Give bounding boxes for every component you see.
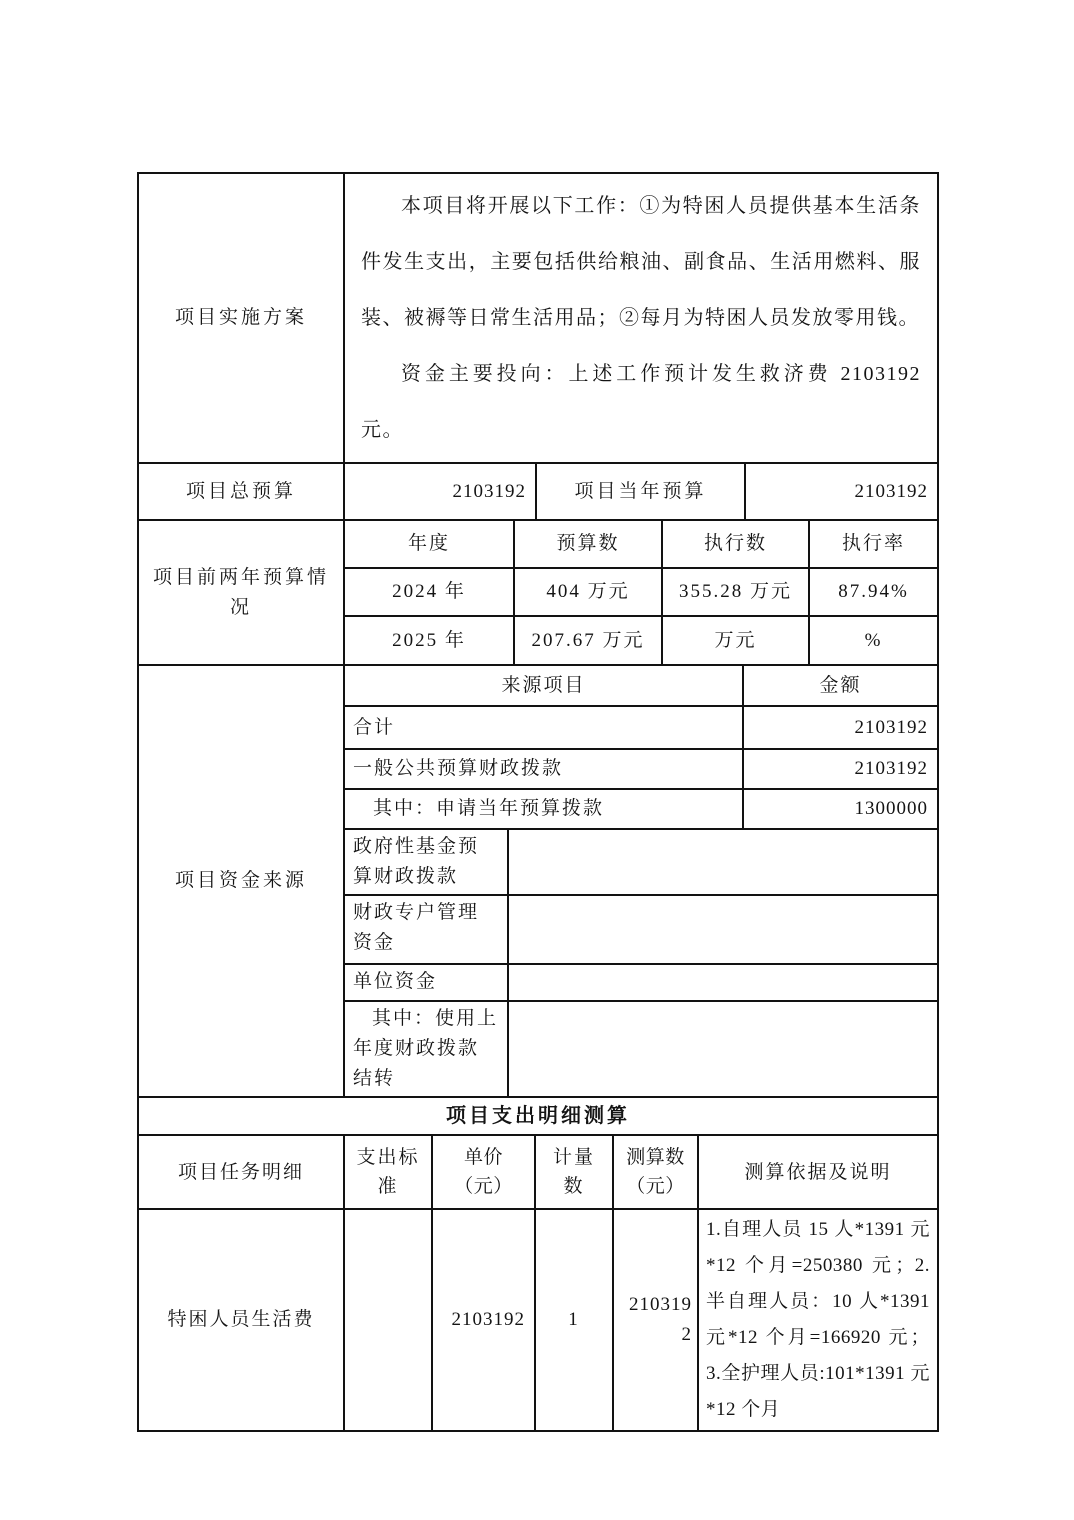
executed-2025: 万元	[662, 616, 809, 665]
funding-label: 项目资金来源	[138, 665, 344, 1097]
detail-task: 特困人员生活费	[138, 1209, 344, 1431]
funding-unit-fund-amount	[508, 964, 938, 1001]
funding-current-year-request-amount: 1300000	[743, 789, 938, 829]
funding-carryover-name: 其中：使用上年度财政拨款结转	[344, 1001, 508, 1097]
detail-quantity: 1	[535, 1209, 613, 1431]
detail-basis: 1.自理人员 15 人*1391 元*12 个月=250380 元；2.半自理人员：10 人*1391 元*12 个月=166920 元；3.全护理人员:101*1391 元*12 个月	[698, 1209, 938, 1431]
budget-document-table	[137, 172, 937, 1432]
funding-total-amount: 2103192	[743, 706, 938, 749]
implementation-content	[344, 173, 938, 463]
funding-unit-fund-name: 单位资金	[344, 964, 508, 1001]
section-implementation	[137, 172, 939, 464]
executed-2024: 355.28 万元	[662, 568, 809, 616]
detail-col-basis: 测算依据及说明	[698, 1135, 938, 1209]
year-2024: 2024 年	[344, 568, 514, 616]
prior-years-col-budget: 预算数	[514, 520, 662, 568]
section-prior-years	[137, 519, 939, 666]
detail-estimate: 2103192	[613, 1209, 698, 1431]
implementation-paragraph-2: 资金主要投向：上述工作预计发生救济费 2103192 元。	[361, 363, 921, 441]
section-funding	[137, 664, 939, 1098]
detail-col-quantity: 计量数	[535, 1135, 613, 1209]
section-detail	[137, 1134, 939, 1432]
prior-years-label: 项目前两年预算情况	[138, 520, 344, 665]
rate-2025: %	[809, 616, 938, 665]
rate-2024: 87.94%	[809, 568, 938, 616]
current-year-budget-value: 2103192	[745, 463, 938, 520]
year-2025: 2025 年	[344, 616, 514, 665]
detail-standard	[344, 1209, 432, 1431]
implementation-paragraph-1: 本项目将开展以下工作：①为特困人员提供基本生活条件发生支出，主要包括供给粮油、副食品、生活用燃料、服装、被褥等日常生活用品；②每月为特困人员发放零用钱。	[361, 195, 921, 329]
total-budget-value: 2103192	[344, 463, 536, 520]
funding-fiscal-account-amount	[508, 895, 938, 964]
total-budget-label: 项目总预算	[138, 463, 344, 520]
current-year-budget-label: 项目当年预算	[536, 463, 745, 520]
detail-col-standard: 支出标准	[344, 1135, 432, 1209]
funding-gov-fund-amount	[508, 829, 938, 895]
funding-general-public-name: 一般公共预算财政拨款	[344, 749, 743, 789]
detail-header-row	[138, 1135, 938, 1209]
prior-years-col-executed: 执行数	[662, 520, 809, 568]
funding-fiscal-account-name: 财政专户管理资金	[344, 895, 508, 964]
funding-col-source: 来源项目	[344, 665, 743, 706]
funding-col-amount: 金额	[743, 665, 938, 706]
prior-years-col-rate: 执行率	[809, 520, 938, 568]
expense-detail-title: 项目支出明细测算	[138, 1097, 938, 1135]
detail-unit-price: 2103192	[432, 1209, 535, 1431]
detail-data-row	[138, 1209, 938, 1431]
detail-col-estimate: 测算数（元）	[613, 1135, 698, 1209]
funding-carryover-amount	[508, 1001, 938, 1097]
detail-col-task: 项目任务明细	[138, 1135, 344, 1209]
section-detail-title	[137, 1096, 939, 1136]
funding-total-name: 合计	[344, 706, 743, 749]
prior-years-col-year: 年度	[344, 520, 514, 568]
funding-general-public-amount: 2103192	[743, 749, 938, 789]
funding-current-year-request-name: 其中：申请当年预算拨款	[344, 789, 743, 829]
implementation-label: 项目实施方案	[138, 173, 344, 463]
section-totals	[137, 462, 939, 521]
detail-col-unit-price: 单价（元）	[432, 1135, 535, 1209]
funding-gov-fund-name: 政府性基金预算财政拨款	[344, 829, 508, 895]
budget-2024: 404 万元	[514, 568, 662, 616]
budget-2025: 207.67 万元	[514, 616, 662, 665]
